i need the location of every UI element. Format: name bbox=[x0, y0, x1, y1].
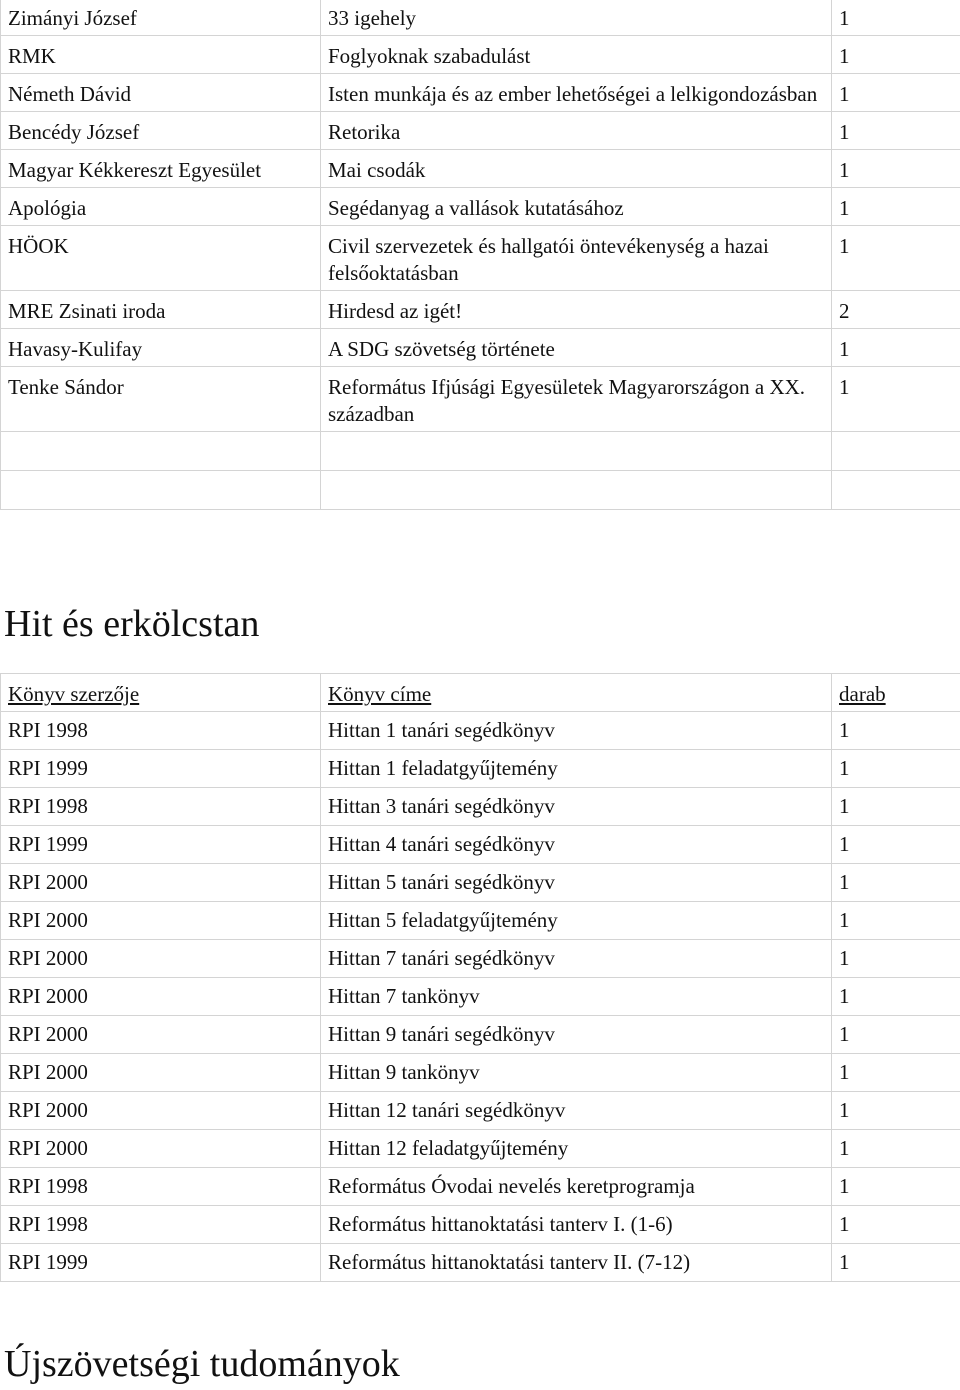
cell-count: 1 bbox=[832, 1130, 960, 1168]
cell-count: 1 bbox=[832, 864, 960, 902]
cell-count: 1 bbox=[832, 712, 960, 750]
cell-title: Segédanyag a vallások kutatásához bbox=[321, 188, 832, 226]
cell-count bbox=[832, 471, 960, 510]
cell-title: A SDG szövetség története bbox=[321, 329, 832, 367]
cell-author bbox=[1, 471, 321, 510]
section-heading-ujszovetsegi: Újszövetségi tudományok bbox=[4, 1343, 400, 1385]
table-row bbox=[1, 712, 960, 750]
cell-title: Hittan 1 tanári segédkönyv bbox=[321, 712, 832, 750]
header-title: Könyv címe bbox=[321, 674, 832, 712]
cell-count: 1 bbox=[832, 750, 960, 788]
table-row bbox=[1, 112, 960, 150]
cell-author: RPI 2000 bbox=[1, 978, 321, 1016]
cell-count: 1 bbox=[832, 188, 960, 226]
cell-title: Hittan 3 tanári segédkönyv bbox=[321, 788, 832, 826]
cell-author: Bencédy József bbox=[1, 112, 321, 150]
table-row bbox=[1, 1244, 960, 1282]
table-row bbox=[1, 1092, 960, 1130]
cell-count: 1 bbox=[832, 226, 960, 291]
section-heading-hit: Hit és erkölcstan bbox=[4, 603, 260, 645]
cell-count bbox=[832, 432, 960, 471]
cell-author: HÖOK bbox=[1, 226, 321, 291]
table-row bbox=[1, 226, 960, 291]
cell-author: RPI 2000 bbox=[1, 902, 321, 940]
cell-title: Hittan 5 feladatgyűjtemény bbox=[321, 902, 832, 940]
cell-title: Hittan 7 tankönyv bbox=[321, 978, 832, 1016]
cell-count: 1 bbox=[832, 367, 960, 432]
table-row bbox=[1, 750, 960, 788]
cell-count: 1 bbox=[832, 1054, 960, 1092]
cell-count: 1 bbox=[832, 150, 960, 188]
table-row bbox=[1, 367, 960, 432]
cell-author bbox=[1, 432, 321, 471]
cell-title bbox=[321, 471, 832, 510]
cell-author: RPI 1999 bbox=[1, 826, 321, 864]
cell-title: Civil szervezetek és hallgatói öntevékenység a hazai felsőoktatásban bbox=[321, 226, 832, 291]
cell-title bbox=[321, 432, 832, 471]
table-row bbox=[1, 74, 960, 112]
cell-author: RMK bbox=[1, 36, 321, 74]
cell-author: RPI 1998 bbox=[1, 788, 321, 826]
cell-title: Református Óvodai nevelés keretprogramja bbox=[321, 1168, 832, 1206]
table-row bbox=[1, 940, 960, 978]
table-row bbox=[1, 1130, 960, 1168]
table-row bbox=[1, 432, 960, 471]
table-row bbox=[1, 864, 960, 902]
cell-title: Isten munkája és az ember lehetőségei a lelkigondozásban bbox=[321, 74, 832, 112]
table-row bbox=[1, 902, 960, 940]
cell-title: Hittan 12 tanári segédkönyv bbox=[321, 1092, 832, 1130]
table-row bbox=[1, 291, 960, 329]
table-row bbox=[1, 0, 960, 36]
table-row bbox=[1, 1206, 960, 1244]
cell-author: Magyar Kékkereszt Egyesület bbox=[1, 150, 321, 188]
cell-title: Foglyoknak szabadulást bbox=[321, 36, 832, 74]
cell-author: RPI 2000 bbox=[1, 1054, 321, 1092]
cell-count: 1 bbox=[832, 1016, 960, 1054]
cell-title: Református hittanoktatási tanterv I. (1-6) bbox=[321, 1206, 832, 1244]
cell-author: RPI 1998 bbox=[1, 1168, 321, 1206]
header-author: Könyv szerzője bbox=[1, 674, 321, 712]
table-row bbox=[1, 1054, 960, 1092]
cell-count: 1 bbox=[832, 36, 960, 74]
cell-count: 1 bbox=[832, 1244, 960, 1282]
table-row bbox=[1, 788, 960, 826]
table-row bbox=[1, 978, 960, 1016]
cell-author: RPI 1999 bbox=[1, 750, 321, 788]
table-row bbox=[1, 329, 960, 367]
cell-count: 1 bbox=[832, 112, 960, 150]
cell-title: Hittan 4 tanári segédkönyv bbox=[321, 826, 832, 864]
cell-title: Retorika bbox=[321, 112, 832, 150]
cell-count: 1 bbox=[832, 978, 960, 1016]
cell-title: Mai csodák bbox=[321, 150, 832, 188]
cell-title: Hittan 5 tanári segédkönyv bbox=[321, 864, 832, 902]
book-table-hit bbox=[0, 673, 960, 1282]
cell-author: Tenke Sándor bbox=[1, 367, 321, 432]
cell-author: Havasy-Kulifay bbox=[1, 329, 321, 367]
cell-title: 33 igehely bbox=[321, 0, 832, 36]
cell-count: 1 bbox=[832, 826, 960, 864]
cell-count: 1 bbox=[832, 788, 960, 826]
cell-title: Hittan 9 tankönyv bbox=[321, 1054, 832, 1092]
cell-author: RPI 1998 bbox=[1, 712, 321, 750]
table-header-row bbox=[1, 674, 960, 712]
cell-author: Németh Dávid bbox=[1, 74, 321, 112]
cell-title: Református Ifjúsági Egyesületek Magyarországon a XX. században bbox=[321, 367, 832, 432]
cell-count: 1 bbox=[832, 1168, 960, 1206]
cell-count: 1 bbox=[832, 329, 960, 367]
cell-count: 1 bbox=[832, 1206, 960, 1244]
cell-count: 1 bbox=[832, 902, 960, 940]
cell-title: Hittan 9 tanári segédkönyv bbox=[321, 1016, 832, 1054]
book-table-top bbox=[0, 0, 960, 510]
cell-author: RPI 2000 bbox=[1, 1130, 321, 1168]
cell-count: 1 bbox=[832, 0, 960, 36]
cell-title: Református hittanoktatási tanterv II. (7-12) bbox=[321, 1244, 832, 1282]
table-row bbox=[1, 188, 960, 226]
cell-title: Hittan 12 feladatgyűjtemény bbox=[321, 1130, 832, 1168]
cell-title: Hittan 1 feladatgyűjtemény bbox=[321, 750, 832, 788]
cell-author: RPI 2000 bbox=[1, 864, 321, 902]
cell-author: RPI 1999 bbox=[1, 1244, 321, 1282]
cell-author: Apológia bbox=[1, 188, 321, 226]
cell-title: Hittan 7 tanári segédkönyv bbox=[321, 940, 832, 978]
table-row bbox=[1, 471, 960, 510]
cell-title: Hirdesd az igét! bbox=[321, 291, 832, 329]
table-row bbox=[1, 1168, 960, 1206]
cell-author: RPI 1998 bbox=[1, 1206, 321, 1244]
cell-author: RPI 2000 bbox=[1, 1092, 321, 1130]
cell-count: 1 bbox=[832, 74, 960, 112]
cell-count: 2 bbox=[832, 291, 960, 329]
cell-count: 1 bbox=[832, 1092, 960, 1130]
table-row bbox=[1, 150, 960, 188]
cell-count: 1 bbox=[832, 940, 960, 978]
header-count: darab bbox=[832, 674, 960, 712]
cell-author: RPI 2000 bbox=[1, 1016, 321, 1054]
table-row bbox=[1, 36, 960, 74]
table-row bbox=[1, 1016, 960, 1054]
cell-author: Zimányi József bbox=[1, 0, 321, 36]
table-row bbox=[1, 826, 960, 864]
cell-author: MRE Zsinati iroda bbox=[1, 291, 321, 329]
cell-author: RPI 2000 bbox=[1, 940, 321, 978]
